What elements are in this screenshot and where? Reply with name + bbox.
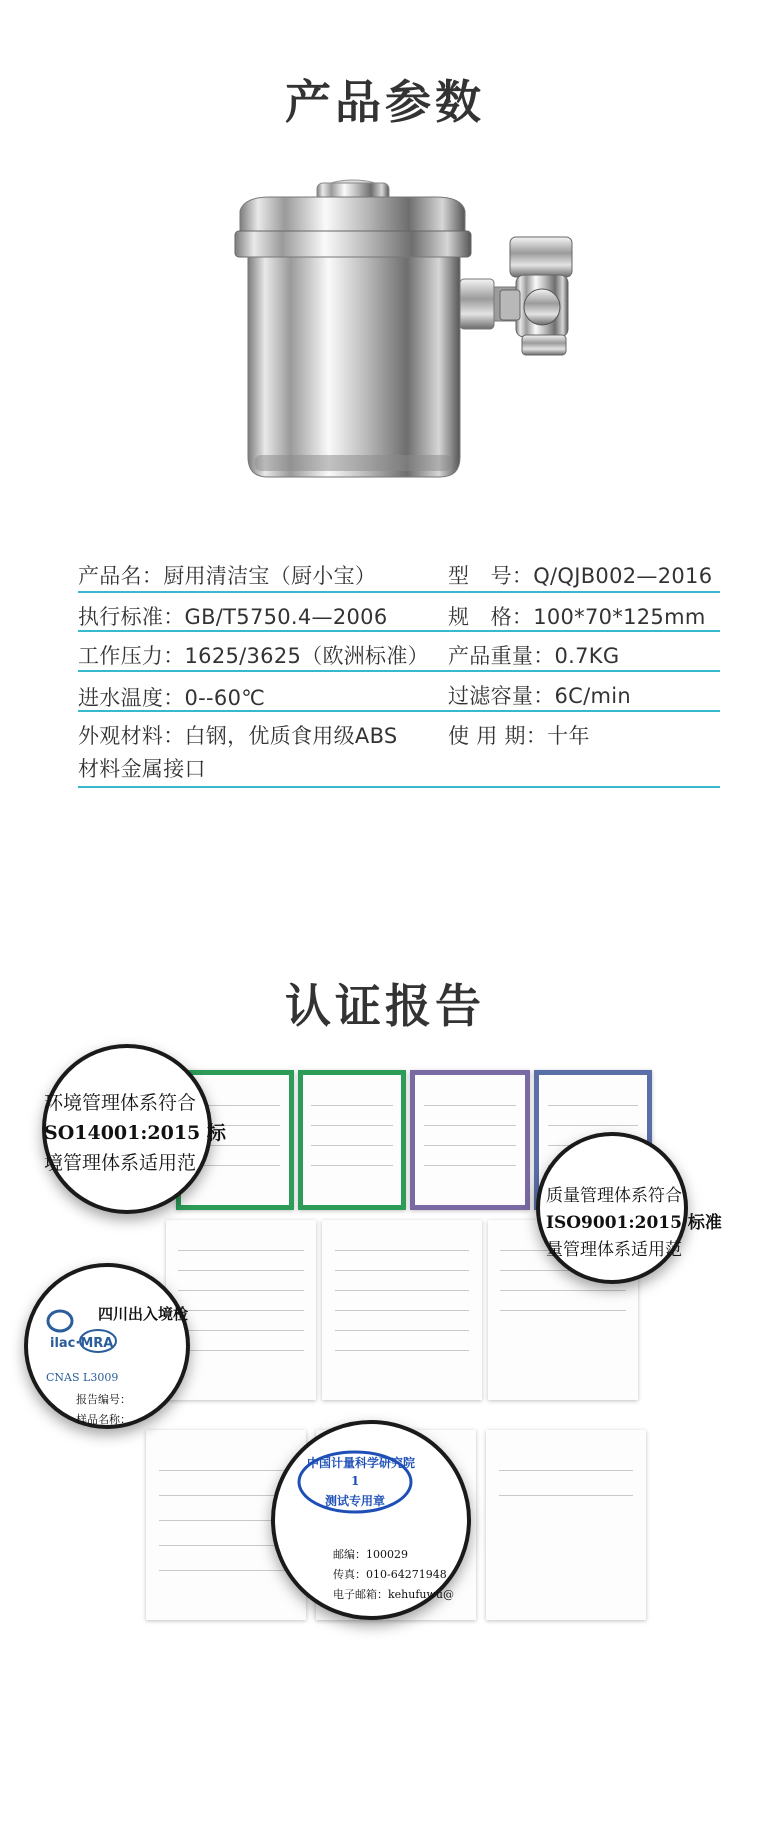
params-title: 产品参数 [285,75,485,129]
spec-row-2 [78,593,720,632]
spec-weight: 产品重量：0.7KG [448,644,620,668]
lens-text: 电子邮箱：kehufuwu@ [333,1588,454,1601]
certificates-collage [26,1050,746,1710]
spec-standard: 执行标准：GB/T5750.4—2006 [78,605,388,629]
lens-text: 质量管理体系符合 [546,1186,682,1206]
magnifier-iso9001 [536,1132,722,1284]
spec-model: 型 号：Q/QJB002—2016 [448,564,713,588]
spec-material: 外观材料：白钢，优质食用级ABS [78,724,398,748]
spec-pressure: 工作压力：1625/3625（欧洲标准） [78,644,429,668]
certificate-doc [298,1070,406,1210]
spec-row-3 [78,632,720,672]
spec-row-1 [78,560,720,593]
lens-text: 境管理体系适用范 [44,1152,197,1174]
lens-text: 样品名称： [76,1413,131,1426]
spec-lifespan: 使 用 期：十年 [448,724,590,748]
spec-size: 规 格：100*70*125mm [448,605,706,629]
magnifier-nim-seal [271,1420,471,1620]
spec-material-line2: 材料金属接口 [78,757,206,781]
lens-text: CNAS L3009 [46,1371,119,1384]
spec-row-4 [78,672,720,712]
lens-text: 测试专用章 [325,1494,386,1508]
spec-filter-capacity: 过滤容量：6C/min [448,684,631,708]
lens-text: 1 [351,1474,360,1488]
spec-product-name: 产品名：厨用清洁宝（厨小宝） [78,564,377,588]
lens-text: 环境管理体系符合 [44,1092,197,1114]
lens-text: 中国计量科学研究院 [307,1456,416,1470]
svg-text:ilac·MRA: ilac·MRA [50,1336,114,1351]
lens-text: 邮编：100029 [333,1548,408,1561]
lens-text: 四川出入境检 [98,1305,189,1323]
lens-text: ISO9001:2015 标准 [546,1213,722,1233]
certificate-doc [410,1070,530,1210]
magnifier-cnas [24,1263,190,1429]
lens-text: 量管理体系适用范 [546,1240,682,1260]
test-report-doc [486,1430,646,1620]
lens-text: 传真：010-64271948 [333,1568,447,1581]
magnifier-iso14001 [42,1044,226,1214]
test-report-doc [322,1220,482,1400]
lens-text: SO14001:2015 标 [44,1122,226,1144]
test-report-doc [166,1220,316,1400]
lens-text: 报告编号： [76,1393,131,1406]
certs-title: 认证报告 [285,979,485,1033]
spec-row-5 [78,712,720,788]
faucet-filter-image [260,195,610,565]
spec-water-temp: 进水温度：0--60℃ [78,686,266,710]
